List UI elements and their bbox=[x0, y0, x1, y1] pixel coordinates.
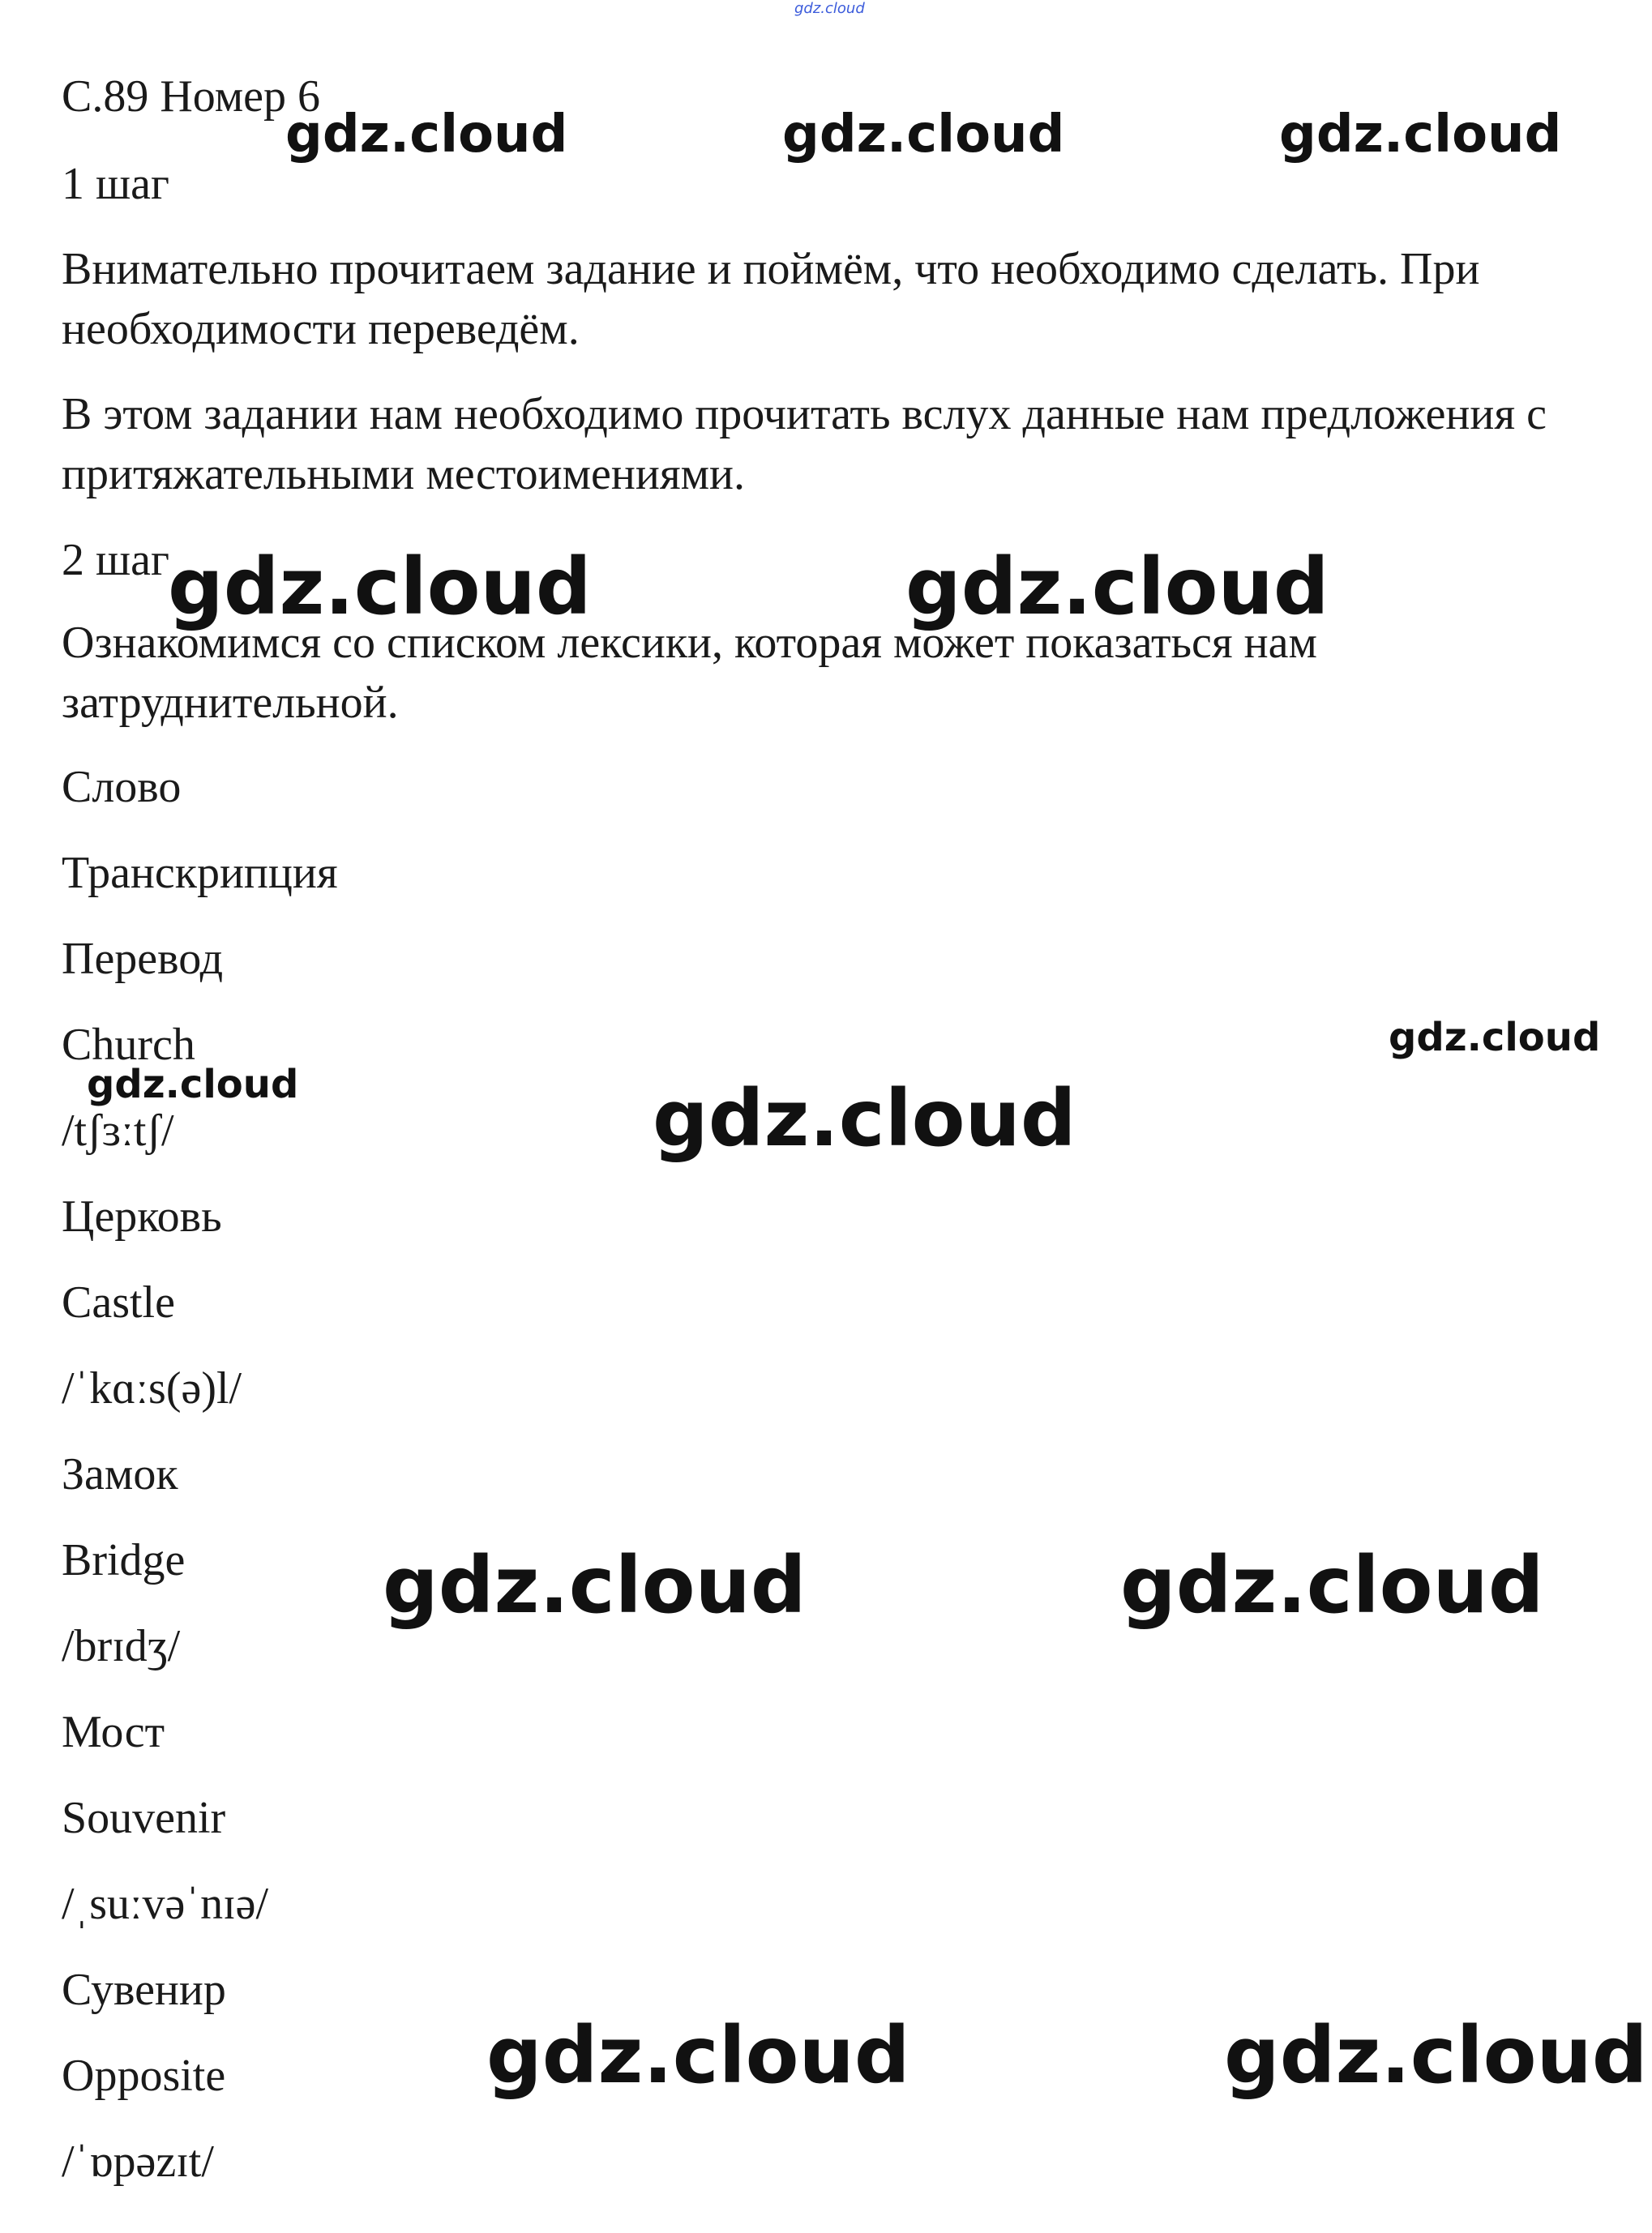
watermark: gdz.cloud bbox=[285, 105, 568, 165]
watermark: gdz.cloud bbox=[653, 1073, 1076, 1164]
vocab-translation: Сувенир bbox=[62, 1965, 226, 2015]
vocab-word: Souvenir bbox=[62, 1793, 226, 1843]
watermark: gdz.cloud bbox=[383, 1540, 807, 1631]
watermark: gdz.cloud bbox=[905, 541, 1329, 632]
vocab-transcription: /tʃɜːtʃ/ bbox=[62, 1106, 174, 1156]
paragraph-line: Внимательно прочитаем задание и поймём, что необходимо сделать. При bbox=[62, 244, 1480, 294]
watermark: gdz.cloud bbox=[782, 105, 1065, 165]
page-reference: C.89 Номер 6 bbox=[62, 71, 321, 122]
vocab-transcription: /ˈɒpəzɪt/ bbox=[62, 2137, 214, 2187]
watermark: gdz.cloud bbox=[486, 2010, 910, 2101]
paragraph-line: притяжательными местоимениями. bbox=[62, 449, 745, 499]
vocab-transcription: /ˈkɑːs(ə)l/ bbox=[62, 1363, 242, 1414]
vocab-header-translation: Перевод bbox=[62, 934, 224, 984]
vocab-translation: Церковь bbox=[62, 1191, 222, 1242]
vocab-transcription: /brɪdʒ/ bbox=[62, 1621, 181, 1671]
top-watermark: gdz.cloud bbox=[794, 0, 865, 17]
watermark: gdz.cloud bbox=[1279, 105, 1562, 165]
vocab-header-word: Слово bbox=[62, 762, 182, 812]
vocab-word: Opposite bbox=[62, 2051, 226, 2101]
vocab-header-transcription: Транскрипция bbox=[62, 848, 338, 898]
step-1-title: 1 шаг bbox=[62, 159, 169, 209]
watermark: gdz.cloud bbox=[1120, 1540, 1544, 1631]
watermark: gdz.cloud bbox=[1224, 2010, 1648, 2101]
step-2-title: 2 шаг bbox=[62, 535, 169, 585]
watermark: gdz.cloud bbox=[1389, 1015, 1601, 1060]
step-1-paragraph-1 bbox=[62, 239, 1618, 359]
vocab-translation: Замок bbox=[62, 1449, 178, 1499]
paragraph-line: затруднительной. bbox=[62, 678, 399, 728]
watermark: gdz.cloud bbox=[168, 541, 592, 632]
step-1-paragraph-2 bbox=[62, 384, 1618, 504]
vocab-word: Bridge bbox=[62, 1535, 186, 1585]
vocab-word: Church bbox=[62, 1020, 195, 1070]
watermark: gdz.cloud bbox=[87, 1062, 299, 1107]
vocab-transcription: /ˌsuːvəˈnɪə/ bbox=[62, 1879, 269, 1929]
paragraph-line: В этом задании нам необходимо прочитать вслух данные нам предложения с bbox=[62, 389, 1547, 439]
paragraph-line: необходимости переведём. bbox=[62, 304, 580, 354]
vocab-translation: Мост bbox=[62, 1707, 165, 1757]
paragraph-line: Ознакомимся со списком лексики, которая может показаться нам bbox=[62, 618, 1317, 668]
vocab-word: Castle bbox=[62, 1277, 175, 1328]
